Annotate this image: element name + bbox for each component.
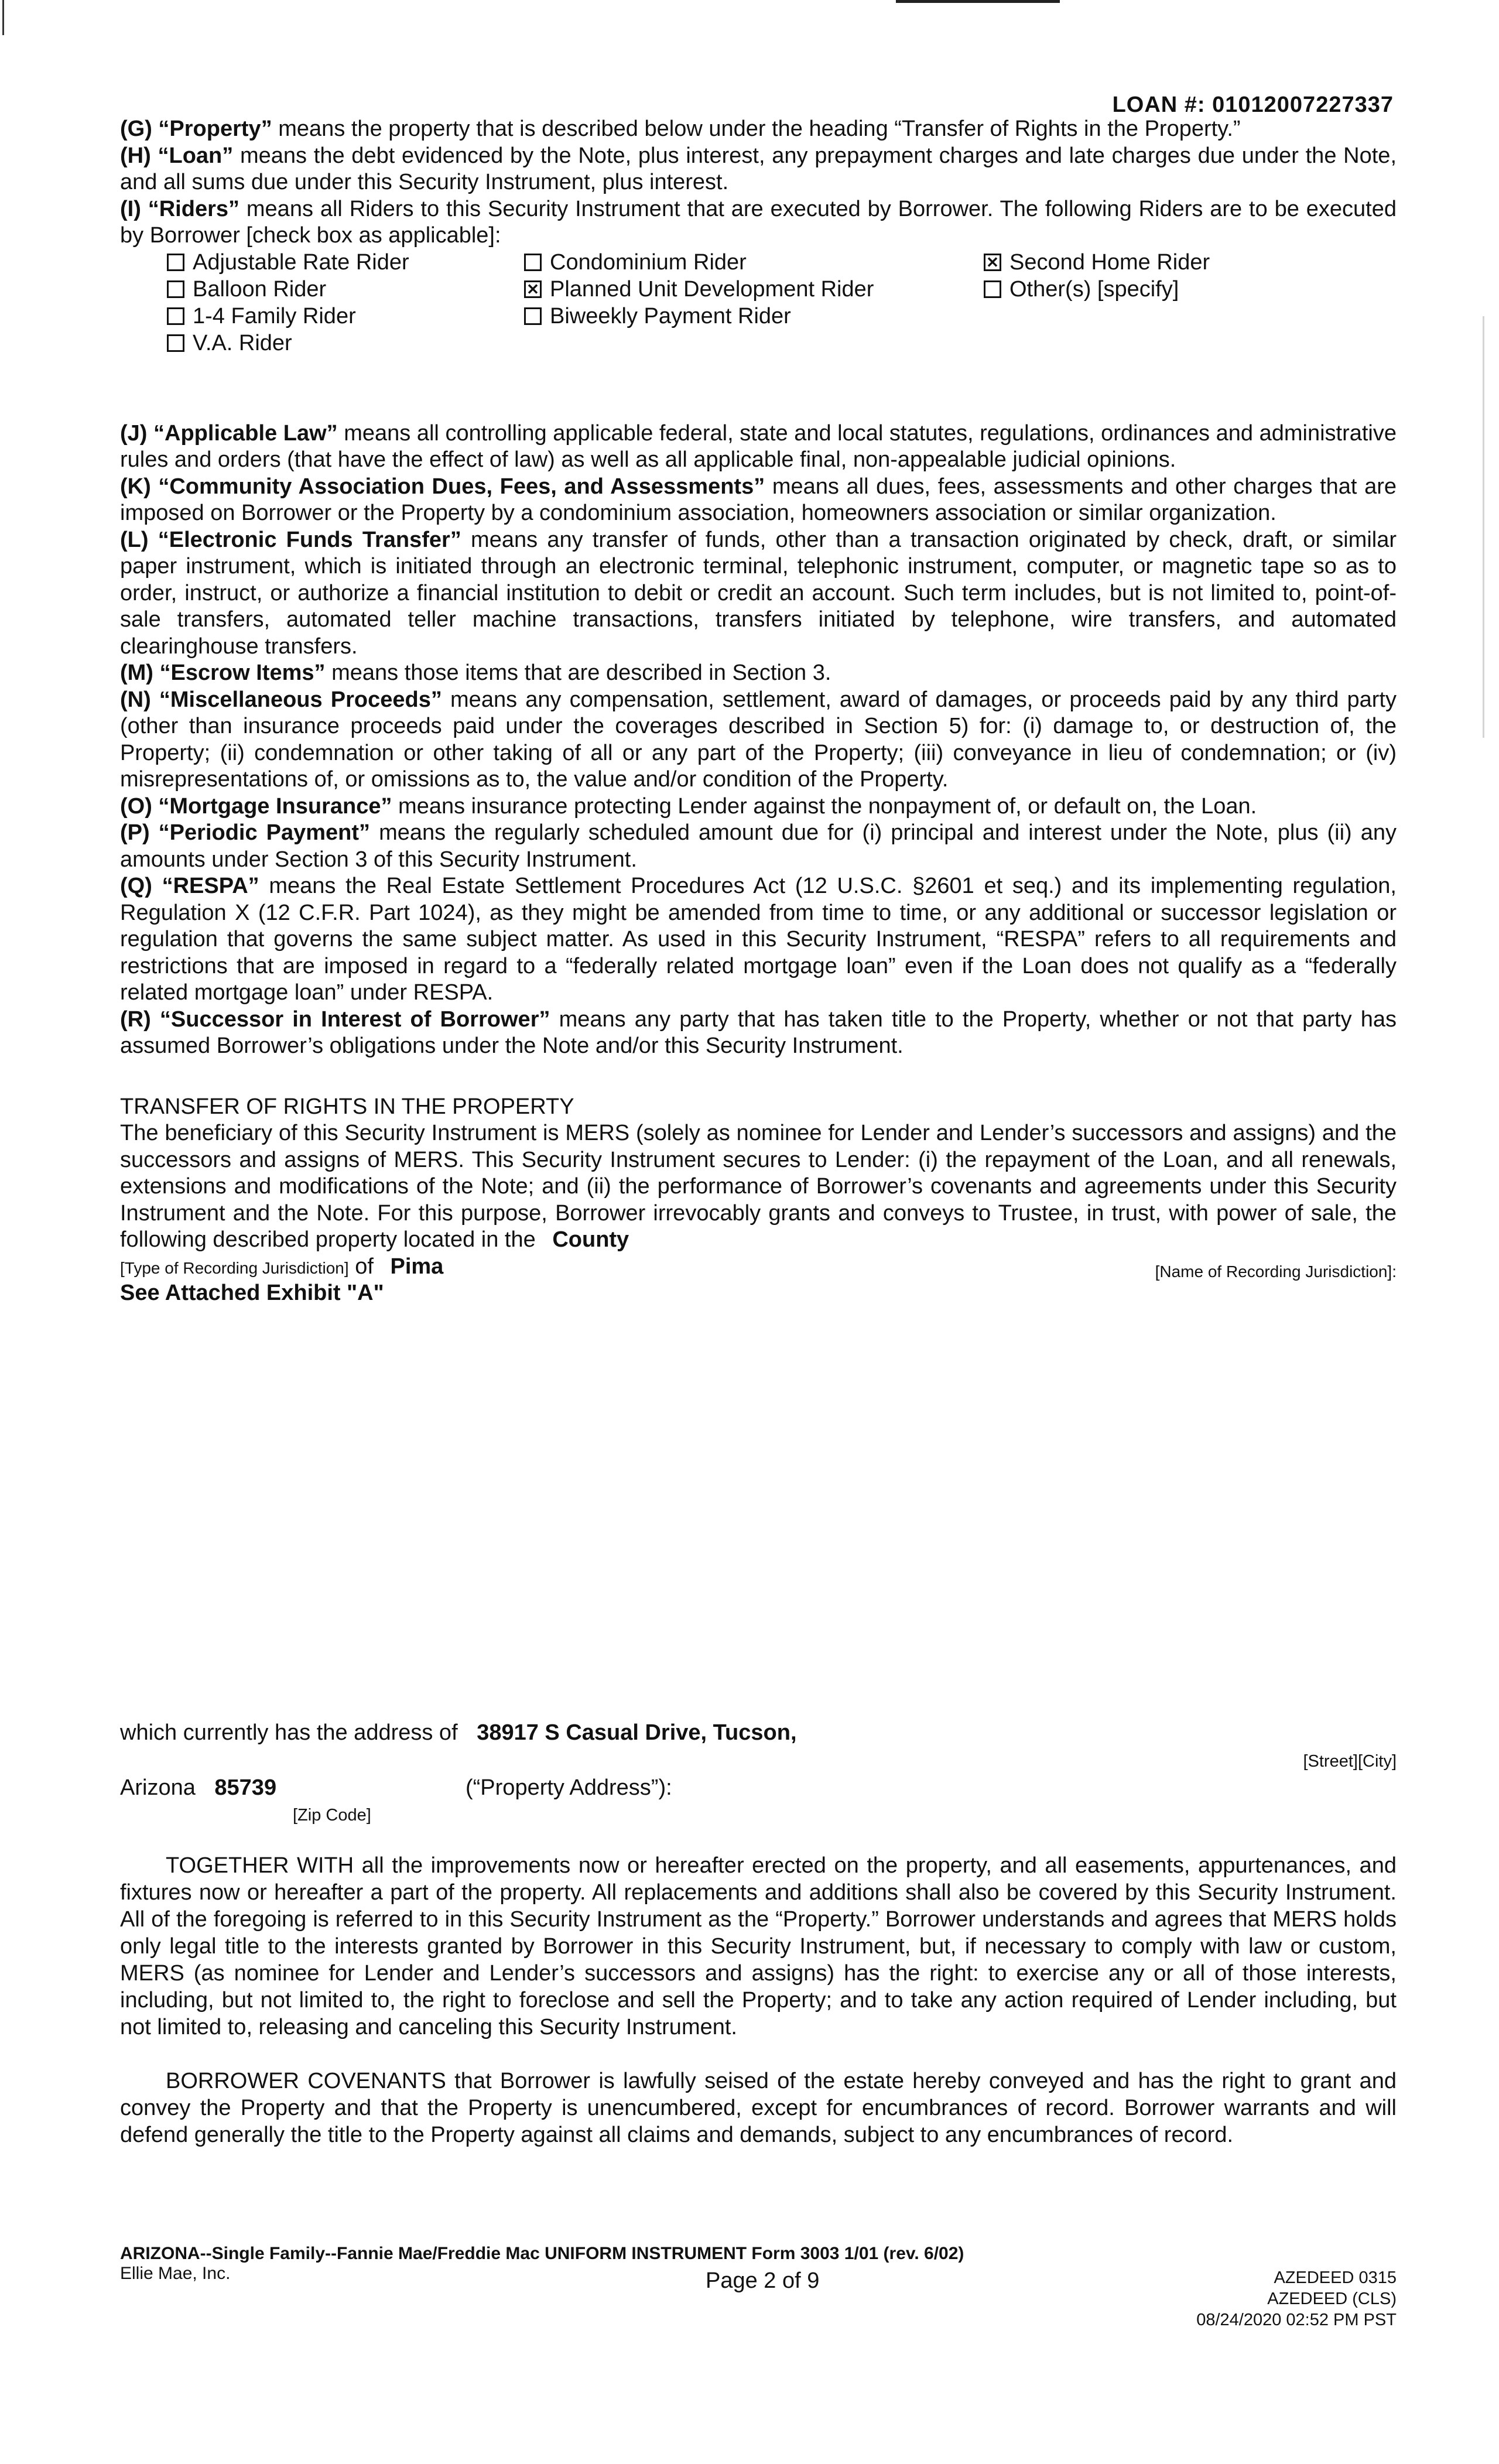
loan-label: LOAN #: bbox=[1112, 93, 1206, 117]
street-city: 38917 S Casual Drive, Tucson, bbox=[477, 1720, 797, 1745]
loan-number bbox=[1113, 93, 1394, 118]
definition-o: (O) “Mortgage Insurance” means insurance protecting Lender against the nonpayment of, or default on, the Loan. bbox=[120, 793, 1257, 819]
vendor: Ellie Mae, Inc. bbox=[120, 2264, 231, 2283]
riders-checklist bbox=[167, 249, 1397, 360]
zip-label: [Zip Code] bbox=[293, 1806, 371, 1825]
jurisdiction-name: Pima bbox=[390, 1254, 444, 1279]
loan-value: 01012007227337 bbox=[1212, 93, 1394, 117]
checkbox[interactable] bbox=[167, 280, 184, 298]
street-label: [Street][City] bbox=[1303, 1752, 1397, 1771]
timestamp: 08/24/2020 02:52 PM PST bbox=[1196, 2311, 1397, 2329]
rider-other[interactable]: Other(s) [specify] bbox=[984, 276, 1179, 303]
rider-adjustable-rate[interactable]: Adjustable Rate Rider bbox=[167, 249, 409, 276]
checkbox[interactable] bbox=[167, 334, 184, 352]
doc-codes bbox=[1196, 2267, 1397, 2330]
definition-h: (H) “Loan” means the debt evidenced by the Note, plus interest, any prepayment charges and late charges due under the Note, and all sums due under this Security Instrument, plus interest. bbox=[120, 143, 1397, 194]
property-address bbox=[120, 1720, 1397, 1829]
definitions-section bbox=[120, 116, 1397, 1306]
rider-biweekly-payment[interactable]: Biweekly Payment Rider bbox=[524, 303, 791, 330]
checkbox[interactable] bbox=[167, 254, 184, 271]
together-with-paragraph: TOGETHER WITH all the improvements now or hereafter erected on the property, and all easements, appurtenances, and fixtures now or hereafter a part of the property. All replacements and additions shall also be covered by this Security Instrument. All of the foregoing is referred to in this Security Instrument as the “Property.” Borrower understands and agrees that MERS holds only legal title to the interests granted by Borrower in this Security Instrument, but, if necessary to comply with law or custom, MERS (as nominee for Lender and Lender’s successors and assigns) has the right: to exercise any or all of those interests, including, but not limited to, the right to foreclose and sell the Property; and to take any action required of Lender including, but not limited to, releasing and canceling this Security Instrument. bbox=[120, 1853, 1397, 2039]
recording-type: County bbox=[552, 1227, 629, 1252]
type-label: [Type of Recording Jurisdiction] bbox=[120, 1258, 349, 1277]
definition-m: (M) “Escrow Items” means those items that are described in Section 3. bbox=[120, 661, 831, 685]
covenants-section bbox=[120, 1852, 1397, 2175]
form-id: ARIZONA--Single Family--Fannie Mae/Freddie Mac UNIFORM INSTRUMENT Form 3003 1/01 (rev. 6/02) bbox=[120, 2244, 964, 2263]
definition-r: (R) “Successor in Interest of Borrower” means any party that has taken title to the Property, whether or not that party has assumed Borrower’s obligations under the Note and/or this Security Instrument. bbox=[120, 1007, 1397, 1058]
recording-jurisdiction bbox=[120, 1254, 1397, 1306]
of-word: of bbox=[355, 1254, 374, 1279]
definition-l: (L) “Electronic Funds Transfer” means any transfer of funds, other than a transaction originated by check, draft, or similar paper instrument, which is initiated through an electronic terminal, telephonic instrument, computer, or magnetic tape so as to order, instruct, or authorize a financial institution to debit or credit an account. Such term includes, but is not limited to, point-of-sale transfers, automated teller machine transactions, transfers initiated by telephone, wire transfers, and automated clearinghouse transfers. bbox=[120, 527, 1397, 659]
name-label: [Name of Recording Jurisdiction]: bbox=[1155, 1262, 1397, 1281]
zip: 85739 bbox=[214, 1775, 277, 1800]
checkbox[interactable] bbox=[524, 254, 542, 271]
property-address-label: (“Property Address”): bbox=[466, 1775, 672, 1800]
definition-i: (I) “Riders” means all Riders to this Security Instrument that are executed by Borrower. The following Riders are to be executed by Borrower [check box as applicable]: bbox=[120, 196, 1397, 248]
checkbox[interactable] bbox=[167, 307, 184, 325]
address-intro: which currently has the address of bbox=[120, 1720, 458, 1745]
definition-q: (Q) “RESPA” means the Real Estate Settlement Procedures Act (12 U.S.C. §2601 et seq.) and its implementing regulation, Regulation X (12 C.F.R. Part 1024), as they might be amended from time to time, or any additional or successor legislation or regulation that governs the same subject matter. As used in this Security Instrument, “RESPA” refers to all requirements and restrictions that are imposed in regard to a “federally related mortgage loan” even if the Loan does not qualify as a “federally related mortgage loan” under RESPA. bbox=[120, 874, 1397, 1005]
borrower-covenants-paragraph: BORROWER COVENANTS that Borrower is lawfully seised of the estate hereby conveyed and has the right to grant and convey the Property and that the Property is unencumbered, except for encumbrances of record. Borrower warrants and will defend generally the title to the Property against all claims and demands, subject to any encumbrances of record. bbox=[120, 2069, 1397, 2147]
rider-1-4-family[interactable]: 1-4 Family Rider bbox=[167, 303, 356, 330]
rider-balloon[interactable]: Balloon Rider bbox=[167, 276, 326, 303]
page-number: Page 2 of 9 bbox=[706, 2268, 820, 2293]
transfer-text: The beneficiary of this Security Instrument is MERS (solely as nominee for Lender and Lender’s successors and assigns) and the successors and assigns of MERS. This Security Instrument secures to Lender: (i) the repayment of the Loan, and all renewals, extensions and modifications of the Note; and (ii) the performance of Borrower’s covenants and agreements under this Security Instrument and the Note. For this purpose, Borrower irrevocably grants and conveys to Trustee, in trust, with power of sale, the following described property located in the County bbox=[120, 1121, 1397, 1252]
exhibit-reference: See Attached Exhibit "A" bbox=[120, 1280, 384, 1305]
scan-edge bbox=[2, 0, 4, 35]
definition-j: (J) “Applicable Law” means all controlling applicable federal, state and local statutes, regulations, ordinances and administrative rules and orders (that have the effect of law) as well as all applicable final, non-appealable judicial opinions. bbox=[120, 420, 1397, 472]
checkbox[interactable] bbox=[984, 280, 1001, 298]
definition-g: (G) “Property” means the property that is described below under the heading “Transfer of Rights in the Property.” bbox=[120, 117, 1241, 141]
rider-planned-unit-development[interactable]: ✕ Planned Unit Development Rider bbox=[524, 276, 874, 303]
definition-k: (K) “Community Association Dues, Fees, and Assessments” means all dues, fees, assessments and other charges that are imposed on Borrower or the Property by a condominium association, homeowners association or similar organization. bbox=[120, 474, 1397, 525]
checkbox-checked[interactable]: ✕ bbox=[524, 280, 542, 298]
code-2: AZEDEED (CLS) bbox=[1267, 2290, 1397, 2308]
definition-n: (N) “Miscellaneous Proceeds” means any compensation, settlement, award of damages, or proceeds paid by any third party (other than insurance proceeds paid under the coverages described in Section 5) for: (i) damage to, or destruction of, the Property; (ii) condemnation or other taking of all or any part of the Property; (iii) conveyance in lieu of condemnation; or (iv) misrepresentations of, or omissions as to, the value and/or condition of the Property. bbox=[120, 687, 1397, 792]
scan-mark bbox=[896, 0, 1060, 3]
page-footer bbox=[120, 2244, 1397, 2329]
checkbox-checked[interactable]: ✕ bbox=[984, 254, 1001, 271]
state: Arizona bbox=[120, 1775, 196, 1800]
scan-edge bbox=[1483, 316, 1484, 738]
definition-p: (P) “Periodic Payment” means the regularly scheduled amount due for (i) principal and interest under the Note, plus (ii) any amounts under Section 3 of this Security Instrument. bbox=[120, 820, 1397, 872]
rider-second-home[interactable]: ✕ Second Home Rider bbox=[984, 249, 1210, 276]
rider-va[interactable]: V.A. Rider bbox=[167, 330, 292, 357]
code-1: AZEDEED 0315 bbox=[1274, 2268, 1397, 2287]
transfer-heading: TRANSFER OF RIGHTS IN THE PROPERTY bbox=[120, 1094, 574, 1119]
rider-condominium[interactable]: Condominium Rider bbox=[524, 249, 747, 276]
checkbox[interactable] bbox=[524, 307, 542, 325]
